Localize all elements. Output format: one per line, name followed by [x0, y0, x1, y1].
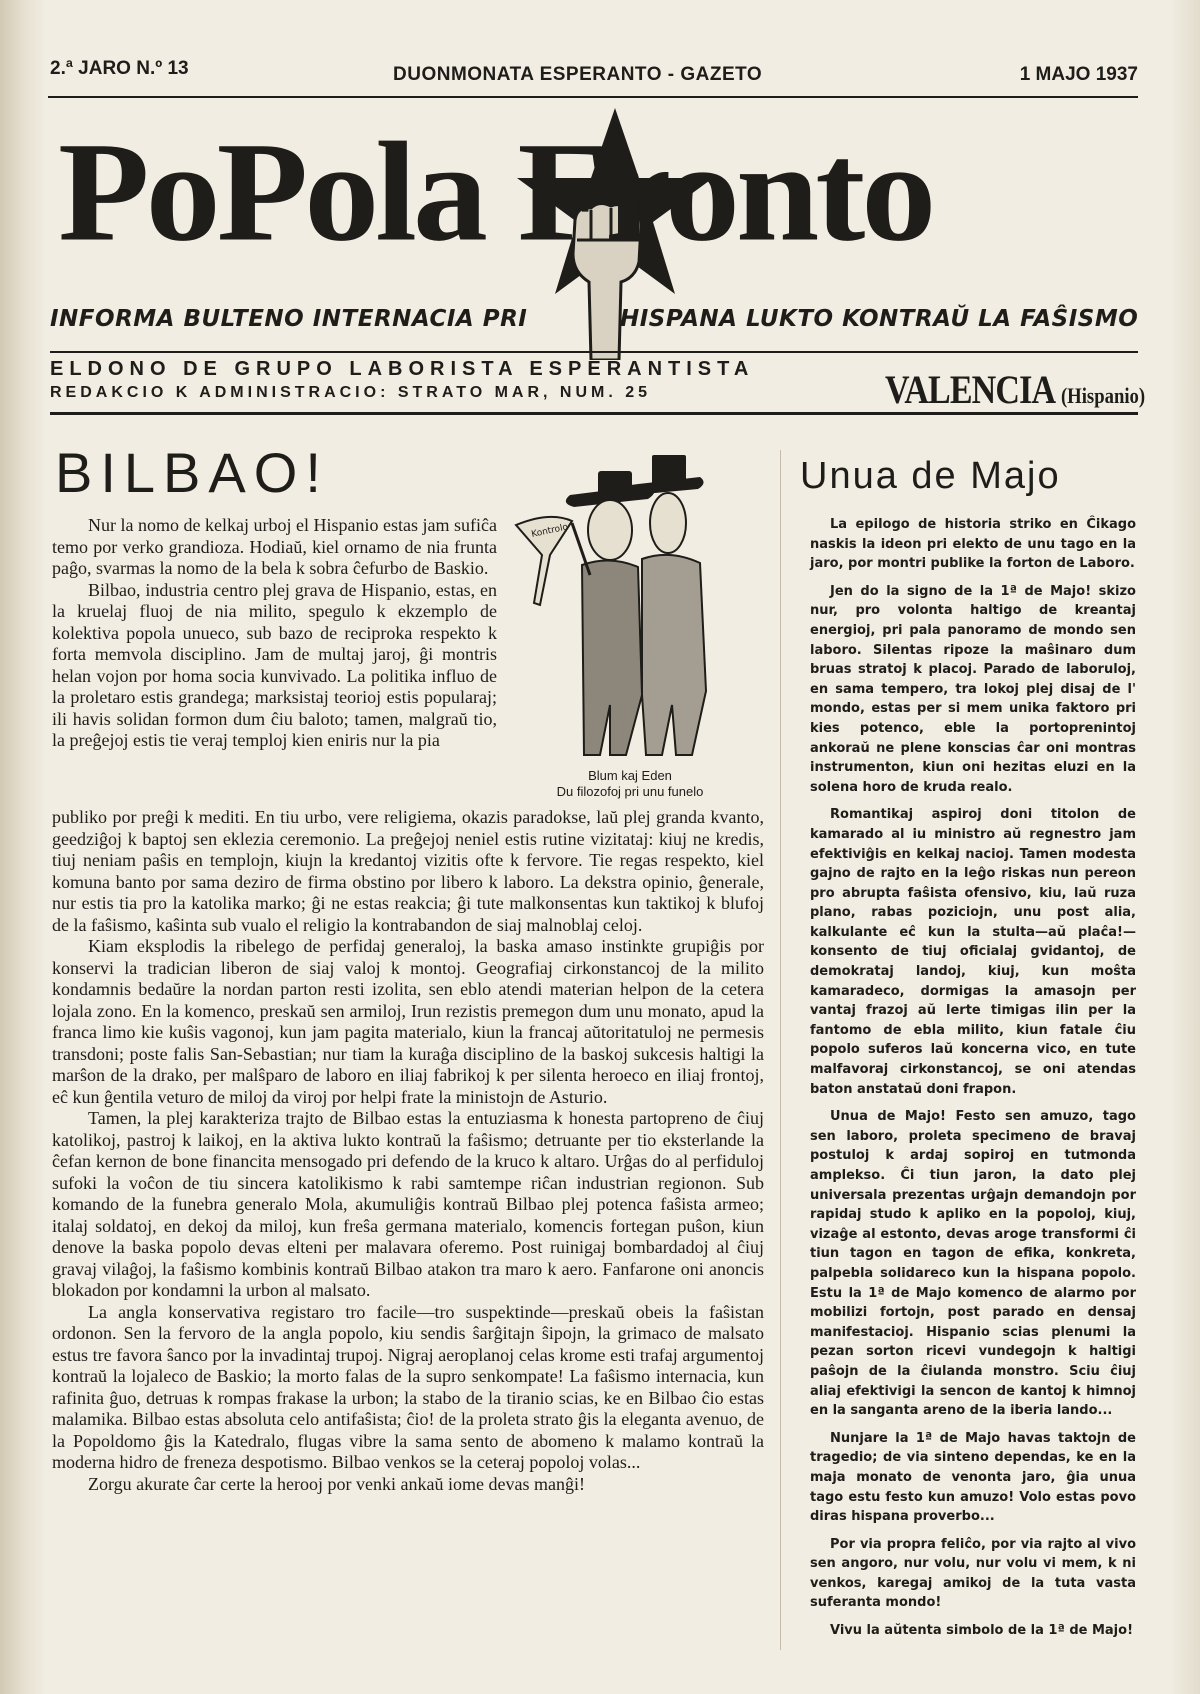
cartoon-caption: [515, 768, 745, 800]
publisher-info: [50, 358, 1146, 412]
issue-date: 1 MAJO 1937: [1019, 64, 1138, 85]
masthead-title: PoPola Fronto: [58, 113, 933, 271]
page-right-edge: [1170, 0, 1200, 1694]
side-paragraph: Jen do la signo de la 1ª de Majo! skizo nur, pro volonta haltigo de kreantaj energioj, pri pala panoramo de mondo sen laboro. Silentas ripoze la maŝinaro dum bruas stratoj k placoj. Parado de laboruloj, en sama tempero, tra lokoj plej disaj de l' mondo, estas per si mem unika faktoro pri kies potenco, eble la portoprenintoj ankoraŭ ne plene konscias ĉar oni montras instrumenton, kiun oni hezitas eluzi en la solena horo de kruda realo.: [810, 583, 1136, 795]
article-body: [52, 807, 764, 1495]
masthead-tagline-left: INFORMA BULTENO INTERNACIA PRI: [50, 306, 528, 332]
funnel-label: Kontrolo: [530, 522, 570, 540]
side-paragraph: Unua de Majo! Festo sen amuzo, tago sen laboro, proleta specimeno de bravaj postuloj k ardaj sopiroj en tutmonda amplekso. Ĉi tiun jaron, la dato plej universala prezentas urĝajn demandojn por rapidaj studo k apliko en la popoloj, kiuj, vizaĝe al estonto, devas aroge transformi ĉi tiun tagon en tagon de efika, konkreta, palpebla solidareco kun la hispana popolo. Estu la 1ª de Majo komenco de alarmo por mobilizi fortojn, post parado en densaj manifestacioj. Hispanio scias plenumi la pezan sorton ricevi vundegojn k haltigi paŝojn de la ĉiulanda monstro. Sciu ĉiuj aliaj efektivigi la sencon de kantoj k himnoj en la sanganta areno de la iberia lando...: [810, 1109, 1136, 1419]
publisher-line: ELDONO DE GRUPO LABORISTA ESPERANTISTA: [50, 358, 755, 380]
body-paragraph: Tamen, la plej karakteriza trajto de Bilbao estas la entuziasma k honesta partopreno de ĉiuj katolikoj, pastroj k laikoj, en la aktiva lukto kontraŭ la faŝismo; detruante per tio eksterlande la ĉefan kernon de bone financita mensogado pri defendo de la kruco k altaro. Urĝas do al perfiduloj sufoki la voĉon de tiu sincera katolikismo k rabi samtempe riĉan industrian regionon. Sub komando de la funebra generalo Mola, akumuliĝis kontraŭ Bilbao plej potenca faŝista armeo; italaj soldatoj, en dekoj da miloj, kun freŝa germana materialo, komencis fortegan puŝon, kiun denove la baska popolo devas elteni per malavara oferemo. Post ruinigaj bombardadoj al ĉiuj gravaj vilaĝoj, la faŝismo kombinis kontraŭ Bilbao atakon tra maro k aero. Fanfarone oni anoncis blokadon por kondamni la urbon al malsato.: [52, 1108, 764, 1300]
top-rule: [48, 96, 1138, 98]
side-article-title: Unua de Majo: [800, 455, 1061, 497]
city-label: [885, 366, 1145, 413]
page-binding-edge: [0, 0, 46, 1694]
caption-line: Du filozofoj pri unu funelo: [556, 784, 704, 799]
publisher-rule: [50, 412, 1138, 415]
side-paragraph: Romantikaj aspiroj doni titolon de kamarado al iu ministro aŭ regnestro jam efektiviĝis en kelkaj nacioj. Tamen modesta gajno de rajto en la leĝo riskas nun pereon pro abrupta faŝista ofensivo, kiu, laŭ ruza plano, rabas poziciojn, unu post alia, kalkulante eĉ kun la stulta—aŭ plaĉa!—konsento de tiuj oficialaj gvidantoj, de demokrataj landoj, kiuj, kun moŝta kamaradeco, dormigas la amasojn per vantaj frazoj aŭ lerte timigas ilin per la fantomo de ebla milito, kiun fatale ĉiu popolo suferos laŭ koncerna vico, en tute malfavoraj cirkonstancoj, se oni atendas baton anstataŭ doni frapon.: [810, 807, 1136, 1097]
lead-paragraph: Bilbao, industria centro plej grava de Hispanio, estas, en la kruelaj fluoj de nia milito, spegulo k ekzemplo de kolektiva popola unueco, sub bazo de reciproka respekto k forta memvola disciplino. Jam de multaj jaroj, ĝi montris helan vojon por homa socia kunvivado. La politika influo de la proletaro estis grandega; marksistaj teorioj estis popularaj; ili havis solidan formon dum ĉiu baloto; tamen, malgraŭ tio, la preĝejoj estis tie veraj temploj kien eniris nur la pia: [52, 579, 497, 750]
lead-paragraph: Nur la nomo de kelkaj urboj el Hispanio estas jam sufiĉa temo por verko grandioza. Hodiaŭ, kiel ornamo de nia frunta paĝo, svarmas la nomo de la bela k sobra ĉefurbo de Baskio.: [52, 515, 497, 578]
city-name: VALENCIA: [885, 367, 1054, 412]
side-paragraph: Por via propra feliĉo, por via rajto al vivo sen angoro, nur volu, nur volu vi mem, k ni venkos, karegaj amikoj de la tuta vasta suferanta mondo!: [810, 1536, 1136, 1611]
article-lead: [52, 515, 497, 752]
column-divider: [780, 450, 781, 1650]
body-paragraph: publiko por preĝi k mediti. En tiu urbo, vere religiema, okazis paradokse, laŭ plej granda kvanto, geedziĝoj k baptoj sen eklezia ceremonio. La preĝejoj neniel estis rutine vizitataj: kiuj ne kredis, tiuj neniam paŝis en templojn, kiujn la kredantoj vizitis ofte k fervore. Tie regas respekto, kiel komuna banto por sama deziro de firma obstino por libero k laboro. La dekstra opinio, ĝenerale, nur estis tia pro la katolika marko; ĝi ne estas reakcia; ĝi tute malkonsentas kun taktikoj k blufoj de la faŝismo, kaŝinta sub vualo el religio la kontrabandon de siaj malnoblaj celoj.: [52, 807, 764, 935]
side-paragraph: Nunjare la 1ª de Majo havas taktojn de tragedio; de via sinteno dependas, ke en la maja monato de venonta jaro, ĝia unua tago estu festo kun amuzo! Volo estas povo diras hispana proverbo...: [810, 1430, 1136, 1525]
cartoon-illustration: [510, 455, 750, 765]
body-paragraph: Kiam eksplodis la ribelego de perfidaj generaloj, la baska amaso instinkte grupiĝis por konservi la tradician liberon de siaj valoj k montoj. Geografiaj cirkonstancoj de la milito kondamnis bedaŭre la nordan parton resti izolita, sen eblo atendi materian helpon de la cetera lojala zono. En la komenco, preskaŭ sen armiloj, Irun rezistis premegon dum unu monato, apud la franca limo kie kuŝis vagonoj, kun jam pagita materialo, kiun la francaj aŭtoritatuloj ne permesis transdoni; poste falis San-Sebastian; nur tiam la kuraĝa disciplino de la baskoj sukcesis haltigi la marŝon de la drako, per malŝparo de laboro en iliaj fabrikoj k per silenta heroeco en iliaj frontoj, eĉ kun ĝentila veturo de miloj da viroj por helpi frate la ministojn de Asturio.: [52, 936, 764, 1107]
side-article-body: [810, 515, 1136, 1641]
issue-bar: [48, 52, 1138, 92]
masthead: [50, 108, 1140, 348]
body-paragraph: Zorgu akurate ĉar certe la herooj por venki ankaŭ iome devas manĝi!: [88, 1473, 585, 1494]
address-line: REDAKCIO K ADMINISTRACIO: STRATO MAR, NUM. 25: [50, 384, 652, 401]
article-headline: BILBAO!: [55, 441, 329, 504]
issue-number: 2.ª JARO N.º 13: [50, 58, 189, 79]
side-paragraph: Vivu la aŭtenta simbolo de la 1ª de Majo!: [830, 1623, 1133, 1639]
masthead-tagline-right: HISPANA LUKTO KONTRAŬ LA FAŜISMO: [620, 306, 1139, 332]
publication-subtitle: DUONMONATA ESPERANTO - GAZETO: [393, 64, 763, 85]
country-name: (Hispanio): [1060, 383, 1146, 408]
side-paragraph: La epilogo de historia striko en Ĉikago naskis la ideon pri elekto de unu tago en la jaro, por montri publike la forton de Laboro.: [810, 517, 1136, 572]
body-paragraph: La angla konservativa registaro tro facile—tro suspektinde—preskaŭ obeis la faŝistan ordonon. Sen la fervoro de la angla popolo, kiu sendis ŝarĝitajn ŝipojn, la grimaco de malsato estus tre favora ŝanco por la invadintaj trupoj. Nigraj aeroplanoj celas krome esti trafaj argumentoj kontraŭ la lojaleco de Baskio; la morto falas de la supro senkompate! La faŝismo internacia, kun rafinita ĝuo, detruas k rompas frakase la urbon; la stabo de la tiranio scias, ke en Bilbao ĉio estas malamika. Bilbao estas absoluta celo antifaŝista; ĉio! de la proleta strato ĝis la eleganta avenuo, de la Popoldomo ĝis la Katedralo, flugas vibre la sama sento de abomeno k malamo kontraŭ la moderna hidro de freneza despotismo. Bilbao venkos se la ceteraj popoloj volas...: [52, 1301, 764, 1472]
masthead-rule: [50, 351, 1138, 353]
caption-line: Blum kaj Eden: [588, 768, 672, 783]
